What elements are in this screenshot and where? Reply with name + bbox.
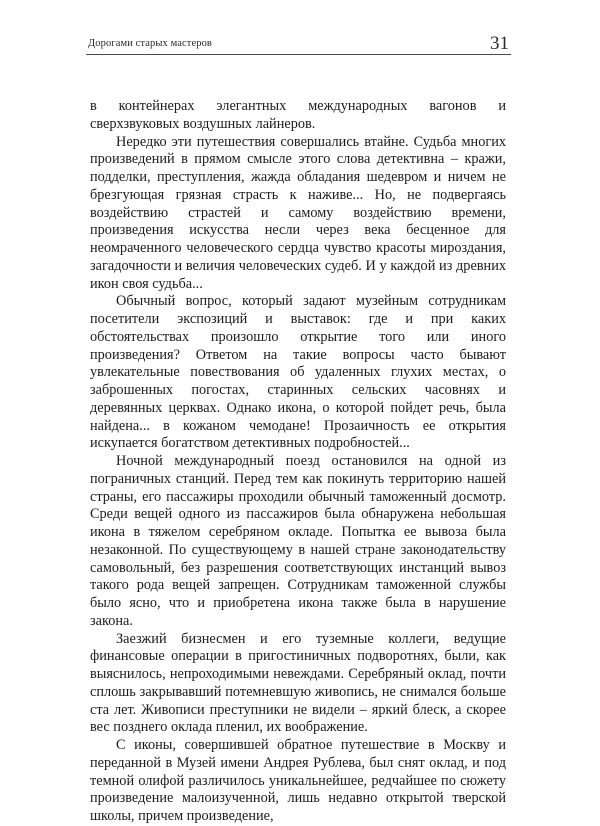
paragraph: Заезжий бизнесмен и его туземные коллеги, ведущие финансовые операции в пригостиничных подворотнях, были, как выяснилось, непроходимыми невеждами. Серебряный оклад, почти сплошь закрывавший потемневшую живопись, не снимался больше ста лет. Живописи преступники не видели – яркий блеск, а скорее вес позднего оклада пленил, их воображение. bbox=[90, 630, 506, 736]
paragraph: С иконы, совершившей обратное путешествие в Москву и переданной в Музей имени Андрея Рублева, был снят оклад, и под темной олифой различилось уникальнейшее, редчайшее по сюжету произведение малоизученной, лишь недавно открытой тверской школы, причем произведение, bbox=[90, 737, 506, 824]
running-head: Дорогами старых мастеров bbox=[88, 38, 212, 49]
paragraph-continued: в контейнерах элегантных международных вагонов и сверхзвуковых воздушных лайнеров. bbox=[90, 98, 506, 132]
paragraph: Обычный вопрос, который задают музейным сотрудникам посетители экспозиций и выставок: где и при каких обстоятельствах произошло открытие того или иного произведения? Ответом на такие вопросы часто бывают увлекательные повествования об удаленных глухих местах, о заброшенных погостах, старинных сельских часовнях и деревянных церквах. Однако икона, о которой пойдет речь, была найдена... в кожаном чемодане! Прозаичность ее открытия искупается богатством детективных подробностей... bbox=[90, 293, 506, 452]
body-text bbox=[90, 98, 506, 826]
paragraph: Нередко эти путешествия совершались втайне. Судьба многих произведений в прямом смысле этого слова детективна – кражи, подделки, преступления, жажда обладания шедевром и ничем не брезгующая грязная страсть к наживе... Но, не подвергаясь воздействию страстей и самому воздействию времени, произведения искусства несли через века бесценное для неомраченного человеческого сердца чувство красоты мироздания, загадочности и величия человеческих судеб. И у каждой из древних икон своя судьба... bbox=[90, 133, 506, 292]
header-rule bbox=[86, 54, 511, 55]
paragraph: Ночной международный поезд остановился на одной из пограничных станций. Перед тем как покинуть территорию нашей страны, его пассажиры проходили обычный таможенный досмотр. Среди вещей одного из пассажиров была обнаружена небольшая икона в тяжелом серебряном окладе. Попытка ее вывоза была незаконной. По существующему в нашей стране законодательству самовольный, без разрешения соответствующих инстанций вывоз такого рода вещей запрещен. Сотрудникам таможенной службы было ясно, что и приобретена икона также была в нарушение закона. bbox=[90, 453, 506, 629]
page-number: 31 bbox=[490, 33, 509, 54]
